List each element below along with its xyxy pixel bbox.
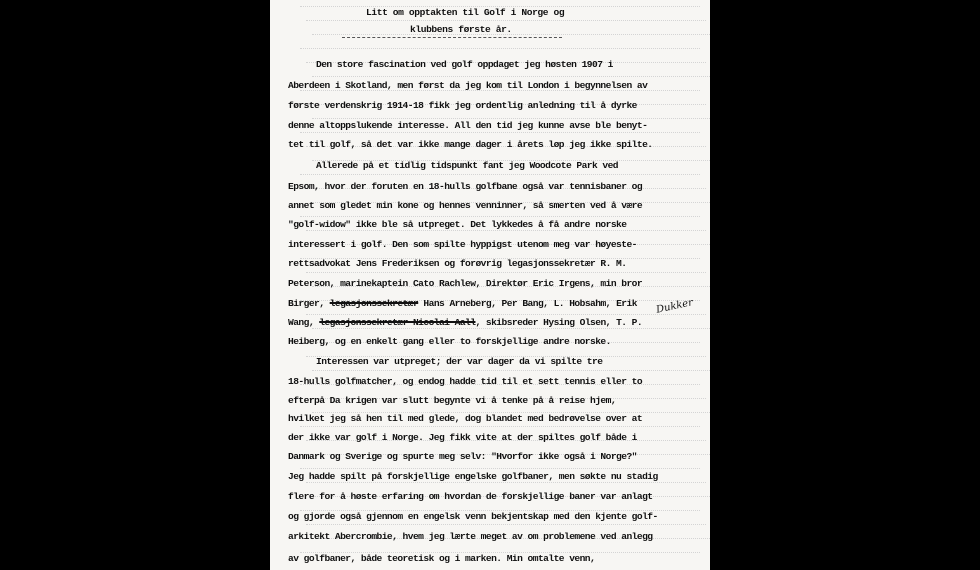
bleed-through-line <box>306 272 706 274</box>
body-line: Wang, legasjonssekretær Nicolai Aall, skibsreder Hysing Olsen, T. P. <box>288 317 643 328</box>
body-line: tet til golf, så det var ikke mange dager i årets løp jeg ikke spilte. <box>288 139 653 150</box>
body-line: "golf-widow" ikke ble så utpreget. Det lykkedes å få andre norske <box>288 219 627 230</box>
body-line: Interessen var utpreget; der var dager da vi spilte tre <box>316 356 603 367</box>
bleed-through-line <box>312 328 710 330</box>
bleed-through-line <box>300 48 700 50</box>
body-line: annet som gledet min kone og hennes venninner, så smerten ved å være <box>288 200 643 211</box>
scanned-document-page <box>270 0 710 570</box>
body-line: Birger, legasjonssekretær Hans Arneberg, Per Bang, L. Hobsahm, Erik <box>288 298 637 309</box>
bleed-through-line <box>306 482 706 484</box>
body-line: rettsadvokat Jens Frederiksen og forøvrig legasjonssekretær R. M. <box>288 258 627 269</box>
body-line: av golfbaner, både teoretisk og i marken. Min omtalte venn, <box>288 553 596 564</box>
body-line: flere for å høste erfaring om hvordan de forskjellige baner var anlagt <box>288 491 653 502</box>
handwritten-insertion: Dukker <box>655 297 695 316</box>
body-line: 18-hulls golfmatcher, og endog hadde tid til et sett tennis eller to <box>288 376 643 387</box>
body-line: Heiberg, og en enkelt gang eller to forskjellige andre norske. <box>288 336 611 347</box>
body-line: Allerede på et tidlig tidspunkt fant jeg Woodcote Park ved <box>316 160 619 171</box>
bleed-through-line <box>306 314 706 316</box>
body-line: første verdenskrig 1914-18 fikk jeg ordentlig anledning til å dyrke <box>288 100 637 111</box>
body-line: efterpå Da krigen var slutt begynte vi å tenke på å reise hjem, <box>288 395 617 406</box>
bleed-through-line <box>300 174 700 176</box>
body-line: hvilket jeg så hen til med glede, dog blandet med bedrøvelse over at <box>288 413 643 424</box>
body-line: Jeg hadde spilt på forskjellige engelske golfbaner, men søkte nu stadig <box>288 471 658 482</box>
bleed-through-line <box>300 426 700 428</box>
document-title-line-1: Litt om opptakten til Golf i Norge og <box>366 7 565 18</box>
body-line: arkitekt Abercrombie, hvem jeg lærte meget av om problemene ved anlegg <box>288 531 653 542</box>
body-line: Epsom, hvor der foruten en 18-hulls golfbane også var tennisbaner og <box>288 181 643 192</box>
bleed-through-line <box>300 132 700 134</box>
body-line: Peterson, marinekaptein Cato Rachlew, Direktør Eric Irgens, min bror <box>288 278 643 289</box>
bleed-through-line <box>306 524 706 526</box>
bleed-through-line <box>312 370 710 372</box>
body-line: Danmark og Sverige og spurte meg selv: "Hvorfor ikke også i Norge?" <box>288 451 637 462</box>
struck-text: legasjonssekretær Nicolai Aall <box>319 317 476 328</box>
document-title-line-2: klubbens første år. <box>410 24 512 35</box>
struck-text: legasjonssekretær <box>329 298 419 309</box>
body-line: der ikke var golf i Norge. Jeg fikk vite at der spiltes golf både i <box>288 432 637 443</box>
body-line: interessert i golf. Den som spilte hyppigst utenom meg var høyeste- <box>288 239 637 250</box>
bleed-through-line <box>312 76 710 78</box>
bleed-through-line <box>306 20 706 22</box>
body-line: Aberdeen i Skotland, men først da jeg kom til London i begynnelsen av <box>288 80 648 91</box>
bleed-through-line <box>300 468 700 470</box>
body-line: og gjorde også gjennom en engelsk venn bekjentskap med den kjente golf- <box>288 511 658 522</box>
bleed-through-line <box>306 230 706 232</box>
title-underline <box>342 37 562 38</box>
body-line: Den store fascination ved golf oppdaget jeg høsten 1907 i <box>316 59 613 70</box>
bleed-through-line <box>300 216 700 218</box>
body-line: denne altoppslukende interesse. All den tid jeg kunne avse ble benyt- <box>288 120 648 131</box>
